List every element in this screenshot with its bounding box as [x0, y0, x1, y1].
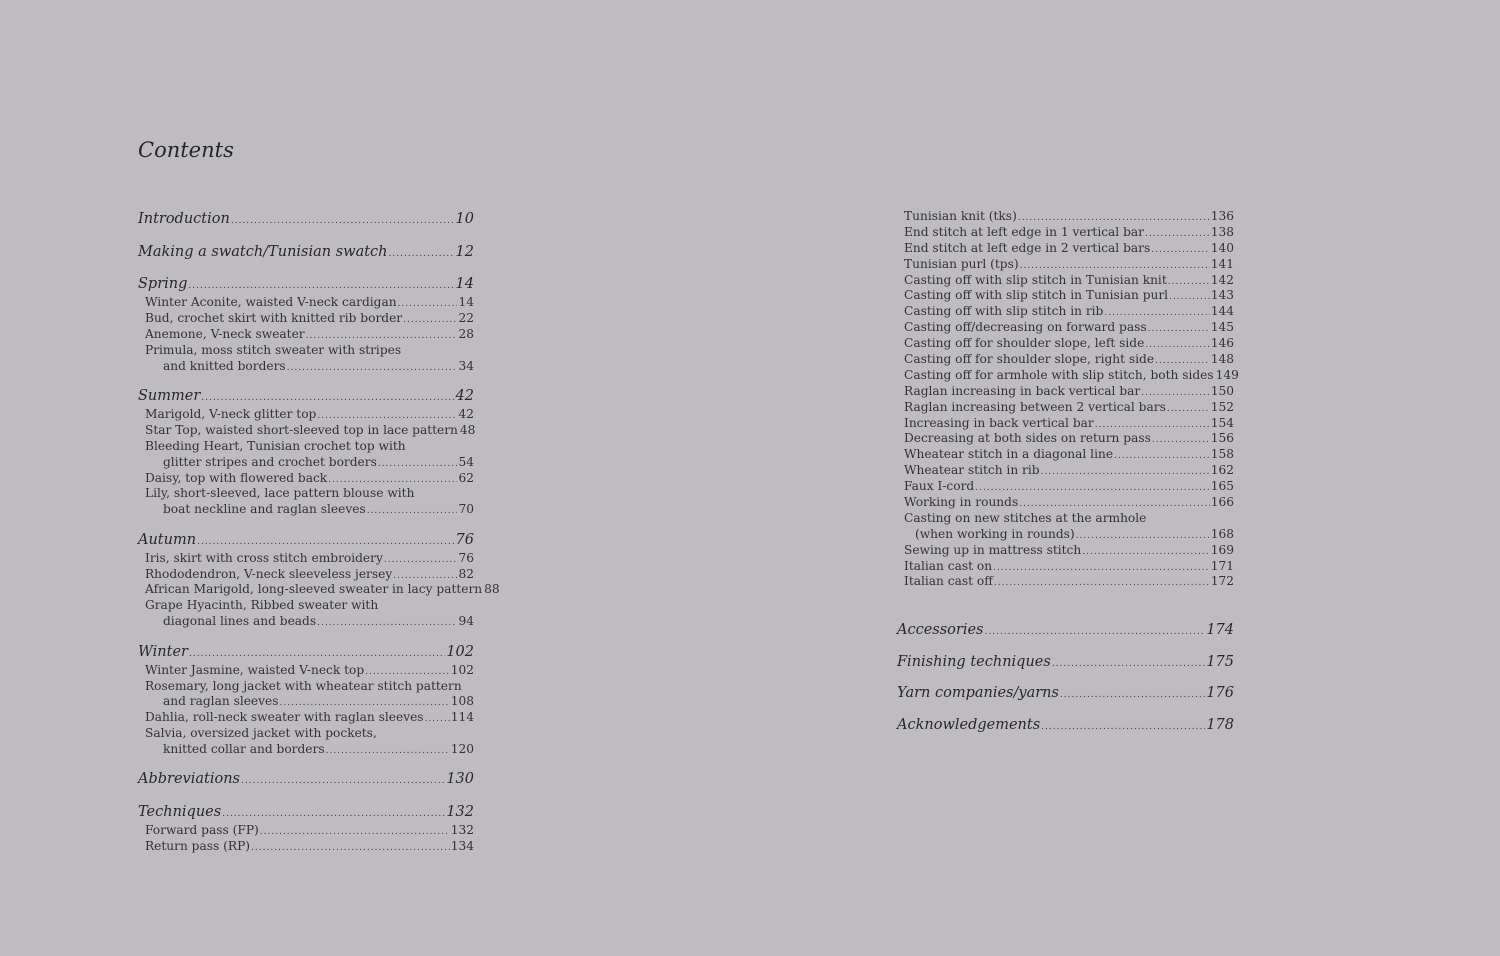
dot-leader — [1148, 322, 1210, 338]
toc-section-entry[interactable] — [897, 684, 1234, 716]
toc-entry[interactable] — [904, 527, 1234, 543]
toc-entry[interactable] — [904, 384, 1234, 400]
dot-leader — [367, 504, 458, 520]
toc-entry[interactable] — [138, 567, 474, 583]
dot-leader — [241, 770, 445, 792]
toc-entry-title: Tunisian purl (tps) — [904, 256, 1019, 271]
toc-entry-title: Return pass (RP) — [145, 838, 251, 853]
toc-entry-title: End stitch at left edge in 2 vertical bars — [904, 240, 1151, 255]
toc-entry-title: Spring — [138, 276, 188, 292]
toc-page-number: 10 — [455, 211, 474, 227]
toc-page-number: 162 — [1210, 463, 1234, 478]
dot-leader — [1168, 275, 1210, 291]
toc-entry-title: Italian cast off — [904, 574, 993, 589]
dot-leader — [425, 712, 450, 728]
toc-entry[interactable] — [138, 407, 474, 423]
contents-left-column — [138, 208, 500, 855]
toc-page-number: 174 — [1206, 622, 1234, 638]
toc-entry[interactable] — [138, 614, 474, 630]
toc-entry[interactable] — [904, 463, 1234, 479]
toc-page-number: 168 — [1210, 526, 1234, 541]
toc-page-number: 28 — [458, 326, 474, 341]
toc-entry[interactable] — [138, 742, 474, 758]
toc-entry-title: Wheatear stitch in a diagonal line — [904, 447, 1114, 462]
dot-leader — [1041, 465, 1210, 481]
toc-entry[interactable] — [904, 320, 1234, 336]
toc-entry-title: Autumn — [138, 531, 197, 548]
toc-entry[interactable] — [138, 455, 474, 471]
dot-leader — [1151, 243, 1210, 259]
toc-page-number: 70 — [458, 502, 474, 517]
toc-entry[interactable] — [138, 359, 474, 375]
toc-page-number: 120 — [450, 742, 474, 757]
toc-section-entry[interactable] — [897, 716, 1234, 748]
toc-entry[interactable] — [138, 295, 474, 311]
toc-entry-title: boat neckline and raglan sleeves — [163, 502, 366, 517]
toc-section-entry[interactable] — [138, 641, 474, 663]
toc-entry-title: Anemone, V-neck sweater — [145, 326, 305, 341]
toc-entry[interactable] — [904, 288, 1234, 304]
toc-entry-first-line: Lily, short-sleeved, lace pattern blouse with — [145, 486, 415, 501]
toc-page-number: 165 — [1210, 479, 1234, 494]
toc-entry-title: Winter Jasmine, waisted V-neck top — [145, 662, 365, 677]
toc-page-number: 138 — [1210, 224, 1234, 239]
toc-page-number: 34 — [458, 358, 474, 373]
toc-page-number: 158 — [1210, 447, 1234, 462]
toc-section-entry[interactable] — [138, 529, 474, 551]
toc-entry-first-line: Rosemary, long jacket with wheatear stitch pattern — [145, 678, 462, 693]
contents-right-column-sections — [897, 621, 1234, 747]
toc-page-number: 146 — [1210, 336, 1234, 351]
toc-page-number: 169 — [1210, 542, 1234, 557]
toc-entry[interactable] — [138, 582, 500, 598]
toc-page-number: 14 — [458, 295, 474, 309]
dot-leader — [1152, 433, 1210, 449]
toc-entry-title: Wheatear stitch in rib — [904, 463, 1040, 478]
toc-section-entry[interactable] — [138, 208, 474, 230]
dot-leader — [1052, 655, 1206, 673]
toc-page-number: 152 — [1210, 399, 1234, 414]
toc-entry-first-line: Bleeding Heart, Tunisian crochet top with — [145, 438, 406, 453]
toc-entry[interactable] — [138, 710, 474, 726]
dot-leader — [197, 531, 454, 553]
toc-entry[interactable] — [904, 209, 1234, 225]
toc-page-number: 102 — [446, 643, 474, 660]
toc-entry-title: Casting off with slip stitch in Tunisian purl — [904, 288, 1169, 303]
toc-entry-title: (when working in rounds) — [915, 526, 1075, 541]
dot-leader — [403, 313, 457, 329]
toc-section-entry[interactable] — [138, 273, 474, 295]
toc-entry[interactable] — [904, 367, 1239, 384]
contents-right-column-techniques — [904, 209, 1239, 590]
dot-leader — [1169, 290, 1210, 306]
toc-entry-title: Forward pass (FP) — [145, 822, 259, 837]
toc-entry-title: Summer — [138, 387, 201, 404]
dot-leader — [1145, 338, 1209, 354]
toc-entry[interactable] — [138, 327, 474, 343]
toc-entry[interactable] — [138, 839, 474, 855]
toc-page-number: 108 — [450, 694, 474, 709]
toc-entry[interactable] — [138, 663, 474, 679]
toc-entry-title: Bud, crochet skirt with knitted rib border — [145, 310, 403, 325]
toc-entry-title: diagonal lines and beads — [163, 614, 317, 629]
toc-page-number: 142 — [1210, 272, 1234, 287]
dot-leader — [1076, 529, 1210, 545]
toc-entry[interactable] — [904, 479, 1234, 495]
toc-page-number: 156 — [1210, 431, 1234, 446]
toc-page-number: 42 — [458, 406, 474, 421]
dot-leader — [1060, 686, 1205, 704]
toc-page-number: 54 — [458, 454, 474, 469]
toc-entry-title: Sewing up in mattress stitch — [904, 542, 1082, 557]
dot-leader — [1041, 718, 1205, 736]
toc-page-number: 48 — [459, 422, 476, 437]
toc-entry-title: Casting off for shoulder slope, left side — [904, 336, 1145, 351]
toc-entry-title: Winter — [138, 643, 188, 660]
toc-page-number: 145 — [1210, 320, 1234, 335]
toc-entry[interactable] — [904, 543, 1234, 559]
toc-entry[interactable] — [138, 423, 474, 439]
toc-entry-title: Daisy, top with flowered back — [145, 470, 328, 485]
dot-leader — [389, 243, 455, 265]
toc-entry[interactable] — [904, 225, 1234, 241]
toc-entry-title: Casting off for armhole with slip stitch, both sides — [904, 367, 1214, 382]
toc-entry[interactable] — [138, 694, 474, 710]
dot-leader — [1114, 449, 1210, 465]
toc-page-number: 14 — [455, 276, 474, 292]
toc-entry-first-line: Grape Hyacinth, Ribbed sweater with — [145, 598, 379, 613]
dot-leader — [326, 744, 450, 760]
dot-leader — [1082, 545, 1210, 561]
toc-entry-title: Increasing in back vertical bar — [904, 415, 1094, 430]
toc-entry[interactable] — [904, 574, 1234, 590]
toc-entry-title: Raglan increasing in back vertical bar — [904, 383, 1141, 398]
toc-entry-title: Casting off with slip stitch in rib — [904, 304, 1104, 319]
toc-page-number: 22 — [458, 310, 474, 325]
toc-page-number: 166 — [1210, 495, 1234, 510]
toc-page-number: 140 — [1210, 240, 1234, 255]
toc-entry-title: Winter Aconite, waisted V-neck cardigan — [145, 295, 397, 309]
dot-leader — [188, 275, 454, 297]
toc-page-number: 132 — [446, 803, 474, 820]
toc-entry-title: Casting off with slip stitch in Tunisian knit — [904, 272, 1167, 287]
toc-entry-title: Introduction — [138, 211, 230, 227]
toc-entry[interactable] — [904, 336, 1234, 352]
toc-entry-title: Italian cast on — [904, 558, 993, 573]
toc-page-number: 102 — [450, 662, 474, 677]
toc-entry-title: Rhododendron, V-neck sleeveless jersey — [145, 566, 393, 581]
dot-leader — [317, 616, 457, 632]
toc-entry-title: Raglan increasing between 2 vertical bars — [904, 399, 1166, 414]
toc-section-entry[interactable] — [138, 385, 474, 407]
toc-entry[interactable] — [138, 502, 474, 518]
toc-page-number: 149 — [1215, 367, 1239, 382]
toc-entry[interactable] — [904, 304, 1234, 320]
toc-entry-title: knitted collar and borders — [163, 742, 325, 757]
toc-entry-title: Finishing techniques — [897, 653, 1051, 670]
toc-page-number: 171 — [1210, 558, 1234, 573]
dot-leader — [251, 841, 450, 857]
toc-page-number: 134 — [450, 838, 474, 853]
toc-page-number: 176 — [1206, 685, 1234, 702]
toc-entry[interactable] — [904, 447, 1234, 463]
toc-page-number: 114 — [450, 710, 474, 725]
toc-page-number: 12 — [455, 243, 474, 260]
toc-page-number: 154 — [1210, 415, 1234, 430]
dot-leader — [1167, 402, 1210, 418]
toc-entry-title: Accessories — [897, 622, 984, 638]
toc-entry-first-line: Salvia, oversized jacket with pockets, — [145, 726, 377, 741]
toc-section-entry[interactable] — [138, 768, 474, 790]
toc-page-number: 132 — [450, 822, 474, 837]
toc-section-entry[interactable] — [138, 241, 474, 263]
toc-entry-title: Techniques — [138, 803, 222, 820]
toc-page-number: 42 — [455, 387, 474, 404]
toc-entry-title: Abbreviations — [138, 771, 240, 788]
toc-entry[interactable] — [138, 311, 474, 327]
toc-entry-title: Star Top, waisted short-sleeved top in lace pattern — [145, 422, 458, 437]
toc-entry[interactable] — [904, 495, 1234, 511]
toc-entry[interactable] — [904, 431, 1234, 447]
toc-entry-title: Iris, skirt with cross stitch embroidery — [145, 550, 383, 565]
toc-page-number: 76 — [458, 550, 474, 565]
toc-entry[interactable] — [904, 400, 1234, 416]
toc-entry-title: End stitch at left edge in 1 vertical bar — [904, 224, 1144, 239]
toc-entry-first-line: Casting on new stitches at the armhole — [904, 510, 1147, 525]
toc-section-entry[interactable] — [897, 653, 1234, 685]
toc-page-number: 62 — [458, 470, 474, 485]
dot-leader — [384, 553, 458, 569]
toc-entry[interactable] — [904, 257, 1234, 273]
toc-page-number: 144 — [1210, 304, 1234, 319]
dot-leader — [398, 297, 458, 313]
dot-leader — [985, 623, 1206, 641]
toc-page-number: 76 — [455, 531, 474, 548]
toc-entry-title: and knitted borders — [163, 358, 286, 373]
toc-entry[interactable] — [904, 559, 1234, 575]
toc-entry-title: Yarn companies/yarns — [897, 685, 1059, 702]
toc-entry-title: and raglan sleeves — [163, 694, 279, 709]
toc-page-number: 88 — [484, 582, 500, 597]
toc-page-number: 82 — [458, 566, 474, 581]
toc-entry[interactable] — [904, 273, 1234, 289]
toc-page-number: 94 — [458, 614, 474, 629]
toc-entry-title: Making a swatch/Tunisian swatch — [138, 243, 388, 260]
toc-entry[interactable] — [904, 352, 1234, 368]
dot-leader — [201, 387, 454, 409]
dot-leader — [222, 803, 445, 825]
toc-page-number: 141 — [1210, 256, 1234, 271]
toc-entry-title: Decreasing at both sides on return pass — [904, 431, 1151, 446]
toc-entry-first-line: Primula, moss stitch sweater with stripes — [145, 342, 402, 357]
toc-entry[interactable] — [138, 551, 474, 567]
toc-entry[interactable] — [138, 471, 474, 487]
toc-page-number: 136 — [1210, 209, 1234, 223]
toc-page-number: 175 — [1206, 653, 1234, 670]
toc-page-number: 143 — [1210, 288, 1234, 303]
toc-entry-title: Casting off/decreasing on forward pass — [904, 320, 1147, 335]
toc-section-entry[interactable] — [138, 801, 474, 823]
toc-entry-title: African Marigold, long-sleeved sweater in lacy pattern — [145, 582, 483, 597]
toc-entry-title: Dahlia, roll-neck sweater with raglan sleeves — [145, 710, 424, 725]
toc-entry-title: Marigold, V-neck glitter top — [145, 406, 317, 421]
dot-leader — [994, 576, 1210, 592]
toc-page-number: 150 — [1210, 383, 1234, 398]
dot-leader — [993, 561, 1210, 577]
toc-entry-title: Casting off for shoulder slope, right side — [904, 352, 1155, 367]
toc-entry-title: Working in rounds — [904, 495, 1019, 510]
dot-leader — [1145, 227, 1210, 243]
page-title: Contents — [138, 138, 234, 162]
toc-entry[interactable] — [904, 416, 1234, 432]
dot-leader — [231, 210, 455, 232]
dot-leader — [260, 825, 450, 841]
toc-entry-title: Acknowledgements — [897, 716, 1041, 733]
toc-section-entry[interactable] — [897, 621, 1234, 653]
toc-entry-title: Faux I-cord — [904, 479, 975, 494]
dot-leader — [378, 457, 458, 473]
toc-entry-title: Tunisian knit (tks) — [904, 209, 1017, 223]
toc-page-number: 178 — [1206, 716, 1234, 733]
toc-entry-title: glitter stripes and crochet borders — [163, 454, 377, 469]
toc-entry[interactable] — [904, 241, 1234, 257]
toc-entry[interactable] — [138, 823, 474, 839]
toc-page-number: 130 — [446, 771, 474, 788]
toc-page-number: 172 — [1210, 574, 1234, 589]
toc-page-number: 148 — [1210, 352, 1234, 367]
dot-leader — [287, 361, 458, 377]
dot-leader — [189, 643, 445, 665]
